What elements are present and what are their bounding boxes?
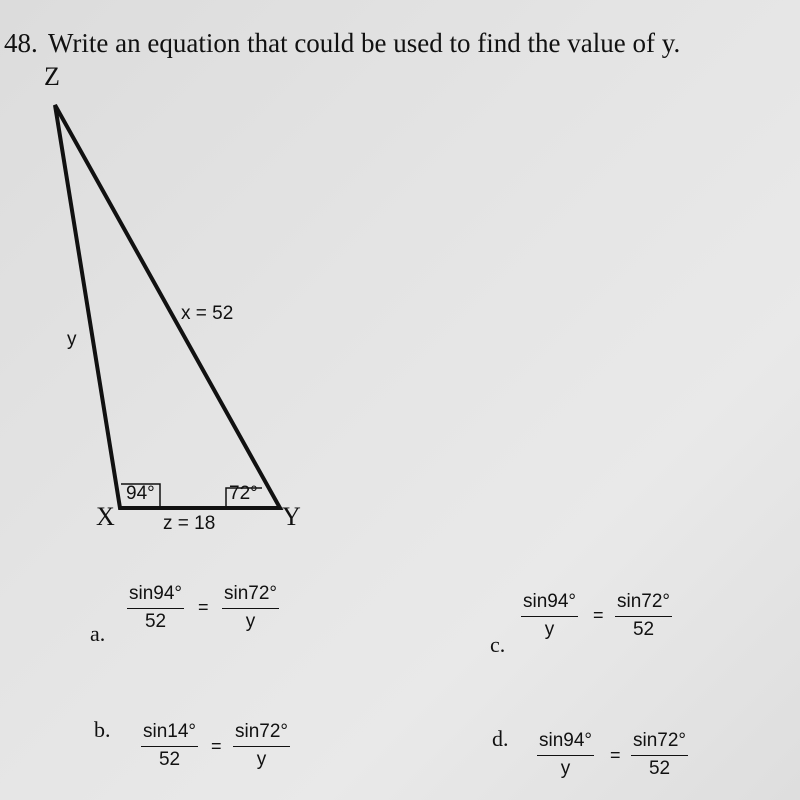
choice-b-letter: b. xyxy=(94,717,111,742)
fraction-numerator: sin14° xyxy=(141,721,198,747)
fraction-denominator: y xyxy=(256,749,267,770)
side-z-label: z = 18 xyxy=(163,513,216,534)
fraction-denominator: y xyxy=(560,758,571,779)
fraction-denominator: y xyxy=(245,611,256,632)
fraction-numerator: sin94° xyxy=(127,583,184,609)
fraction-denominator: 52 xyxy=(144,611,167,632)
fraction-denominator: 52 xyxy=(648,758,671,779)
equals-sign: = xyxy=(211,736,222,756)
question-number: 48. xyxy=(4,28,38,58)
fraction-denominator: y xyxy=(544,619,555,640)
angle-x-label: 94° xyxy=(126,483,155,504)
fraction-denominator: 52 xyxy=(632,619,655,640)
side-x-label: x = 52 xyxy=(181,303,234,324)
question-text: Write an equation that could be used to find the value of y. xyxy=(48,28,681,58)
fraction-numerator: sin72° xyxy=(233,721,290,747)
choice-c-right-fraction xyxy=(615,591,672,641)
choice-c-left-fraction xyxy=(521,591,578,641)
fraction-denominator: 52 xyxy=(158,749,181,770)
fraction-numerator: sin72° xyxy=(615,591,672,617)
choice-d-letter: d. xyxy=(492,726,509,751)
vertex-z-label: Z xyxy=(44,62,60,91)
fraction-numerator: sin94° xyxy=(521,591,578,617)
fraction-numerator: sin94° xyxy=(537,730,594,756)
equals-sign: = xyxy=(593,605,604,625)
triangle-xyz xyxy=(55,105,280,508)
vertex-x-label: X xyxy=(96,502,115,531)
choice-d-left-fraction xyxy=(537,730,594,780)
choice-a-left-fraction xyxy=(127,583,184,633)
choice-a-letter: a. xyxy=(90,621,106,646)
choice-d-right-fraction xyxy=(631,730,688,780)
fraction-numerator: sin72° xyxy=(631,730,688,756)
choice-c-letter: c. xyxy=(490,632,506,657)
vertex-y-label: Y xyxy=(282,502,301,531)
equals-sign: = xyxy=(610,745,621,765)
side-y-label: y xyxy=(67,329,77,350)
choice-b-left-fraction xyxy=(141,721,198,771)
fraction-numerator: sin72° xyxy=(222,583,279,609)
choice-b-right-fraction xyxy=(233,721,290,771)
angle-y-label: 72° xyxy=(229,483,258,504)
equals-sign: = xyxy=(198,597,209,617)
choice-a-right-fraction xyxy=(222,583,279,633)
